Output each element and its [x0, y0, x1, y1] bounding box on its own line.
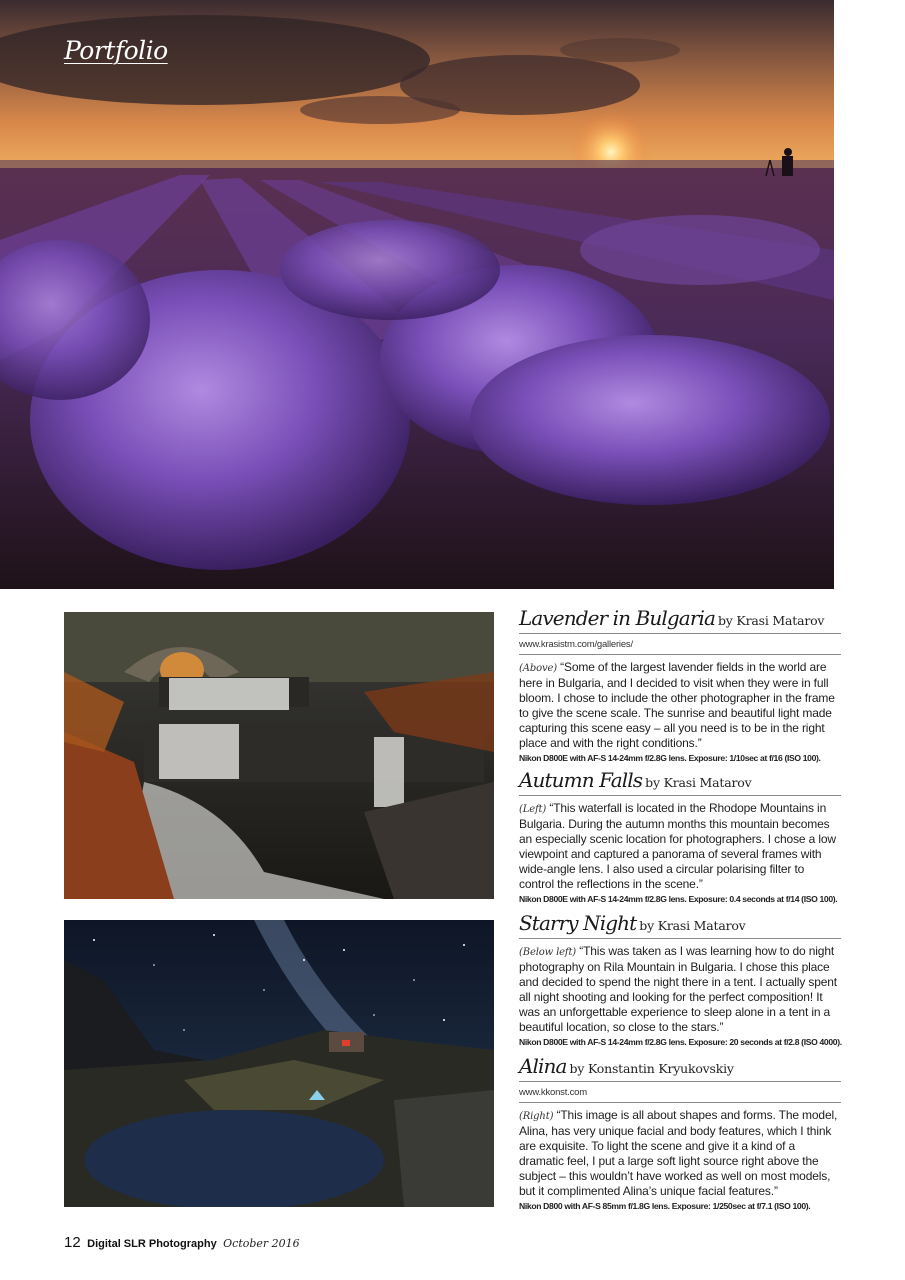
article-body [519, 944, 841, 1035]
article-byline: by Krasi Matarov [645, 775, 752, 790]
article-title: Autumn Falls [519, 768, 643, 792]
article-text: “This waterfall is located in the Rhodope Mountains in Bulgaria. During the autumn months this mountain becomes an especially scenic location for photographers. I chose a low viewpoint and captured a panorama of several frames with wide-angle lens. I also used a circular polarising filter to control the reflections in the scene.” [519, 801, 836, 891]
article-byline: by Konstantin Kryukovskiy [569, 1061, 734, 1076]
page-number: 12 [64, 1234, 81, 1251]
magazine-name: Digital SLR Photography [87, 1238, 217, 1250]
article-alina [519, 1054, 841, 1211]
hero-photo-lavender-field [0, 0, 834, 589]
article-heading [519, 911, 841, 939]
issue-date: October 2016 [223, 1237, 300, 1250]
tech-specs: Nikon D800E with AF-S 14-24mm f/2.8G lens. Exposure: 1/10sec at f/16 (ISO 100). [519, 753, 821, 763]
article-byline: by Krasi Matarov [718, 613, 825, 628]
article-title: Lavender in Bulgaria [519, 606, 715, 630]
tech-specs: Nikon D800E with AF-S 14-24mm f/2.8G lens. Exposure: 0.4 seconds at f/14 (ISO 100). [519, 894, 838, 904]
article-byline: by Krasi Matarov [639, 918, 746, 933]
article-heading [519, 768, 841, 796]
photo-direction: (Left) [519, 804, 547, 815]
article-url[interactable]: www.krasistm.com/galleries/ [519, 634, 841, 655]
article-lavender [519, 606, 841, 763]
article-url[interactable]: www.kkonst.com [519, 1082, 841, 1103]
article-text: “This image is all about shapes and forms. The model, Alina, has very unique facial and body features, which I think are exquisite. To light the scene and give it a kind of a dramatic feel, I put a large soft light source right above the subject – this wouldn’t have worked as well on most models, but it complimented Alina’s unique facial features.” [519, 1108, 838, 1198]
article-body [519, 801, 841, 892]
article-heading [519, 606, 841, 634]
photo-direction: (Right) [519, 1111, 554, 1122]
page-footer [64, 1234, 300, 1252]
article-heading [519, 1054, 841, 1082]
article-title: Alina [519, 1054, 567, 1078]
photo-autumn-falls [64, 612, 494, 899]
photo-direction: (Below left) [519, 947, 577, 958]
article-text: “Some of the largest lavender fields in the world are here in Bulgaria, and I decided to visit when they were in full bloom. I chose to include the other photographer in the frame to give the scene scale. The sunrise and beautiful light made capturing this scene easy – all you need is to be in the right place and with the right conditions.” [519, 660, 835, 750]
tech-specs: Nikon D800E with AF-S 14-24mm f/2.8G lens. Exposure: 20 seconds at f/2.8 (ISO 4000). [519, 1037, 842, 1047]
tech-specs: Nikon D800 with AF-S 85mm f/1.8G lens. Exposure: 1/250sec at f/7.1 (ISO 100). [519, 1201, 811, 1211]
article-starry-night [519, 911, 841, 1047]
article-autumn-falls [519, 768, 841, 904]
photo-starry-night [64, 920, 494, 1207]
section-label: Portfolio [64, 36, 168, 65]
article-title: Starry Night [519, 911, 637, 935]
article-body [519, 660, 841, 751]
article-body [519, 1108, 841, 1199]
article-text: “This was taken as I was learning how to do night photography on Rila Mountain in Bulgaria. I chose this place and decided to spend the night there in a tent. I actually spent all night shooting and looking for the perfect composition! It was an unforgettable experience to sleep alone in a tent in a beautiful location, so close to the stars.” [519, 944, 837, 1034]
photo-direction: (Above) [519, 663, 557, 674]
